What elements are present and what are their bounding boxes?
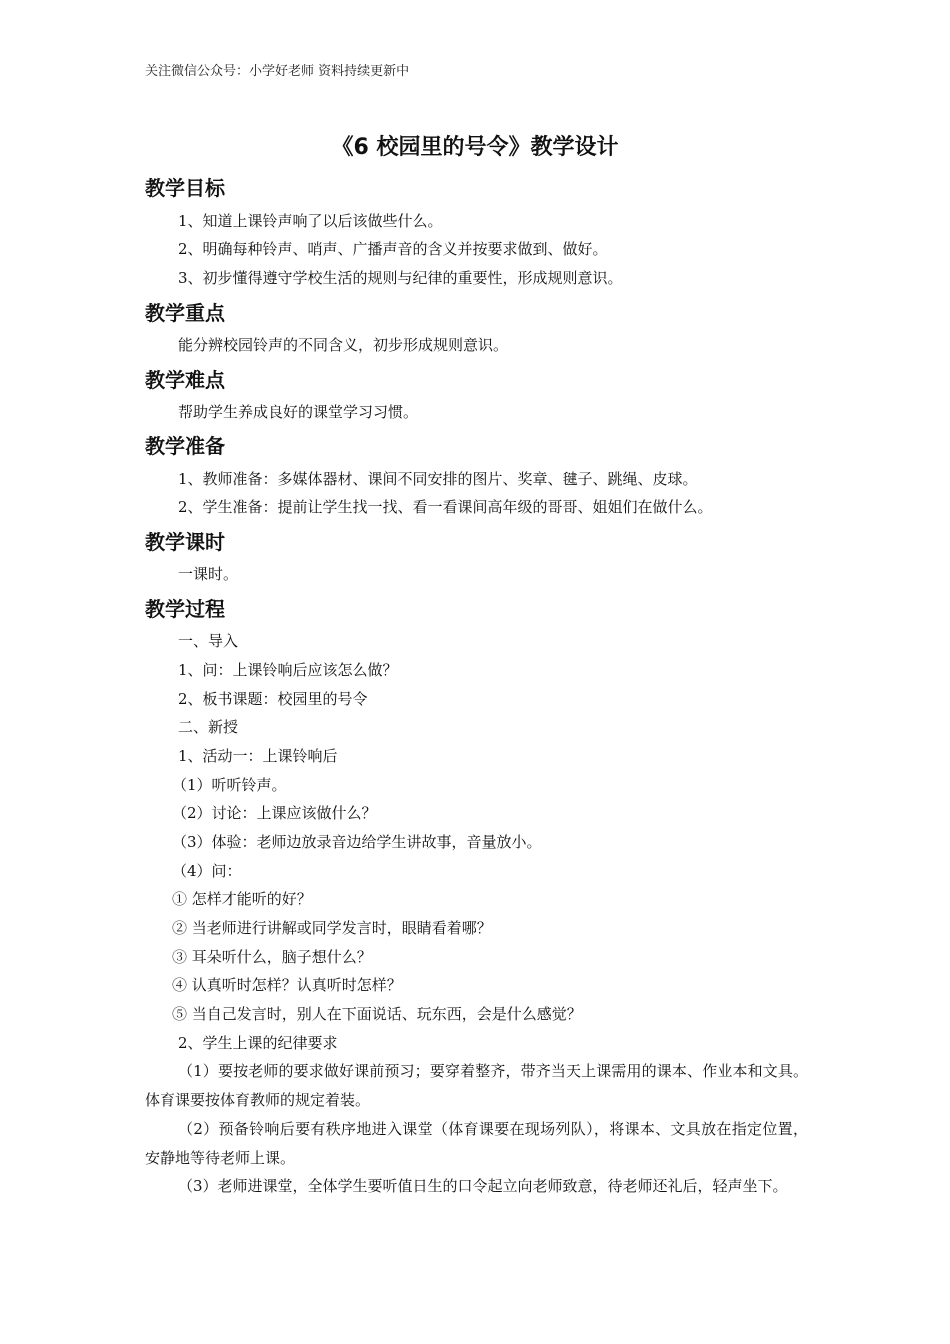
header-watermark: 关注微信公众号：小学好老师 资料持续更新中 [145, 64, 410, 79]
heading-key-points: 教学重点 [145, 301, 225, 325]
goal-item: 3、初步懂得遵守学校生活的规则与纪律的重要性，形成规则意识。 [178, 269, 623, 287]
preparation-item: 2、学生准备：提前让学生找一找、看一看课间高年级的哥哥、姐姐们在做什么。 [178, 498, 713, 516]
process-paragraph: （3）老师进课堂，全体学生要听值日生的口令起立向老师致意，待老师还礼后，轻声坐下。 [178, 1177, 788, 1195]
process-line: ④ 认真听时怎样？认真听时怎样？ [172, 976, 402, 994]
heading-difficulties: 教学难点 [145, 368, 225, 392]
goal-item: 2、明确每种铃声、哨声、广播声音的含义并按要求做到、做好。 [178, 240, 608, 258]
key-points-text: 能分辨校园铃声的不同含义，初步形成规则意识。 [178, 336, 509, 354]
process-line: 2、学生上课的纪律要求 [178, 1034, 338, 1052]
process-line: ② 当老师进行讲解或同学发言时，眼睛看着哪？ [172, 919, 492, 937]
difficulties-text: 帮助学生养成良好的课堂学习习惯。 [178, 403, 419, 421]
process-line: ⑤ 当自己发言时，别人在下面说话、玩东西，会是什么感觉？ [172, 1005, 582, 1023]
process-line: 2、板书课题：校园里的号令 [178, 690, 368, 708]
process-line: 一、导入 [178, 632, 239, 650]
duration-text: 一课时。 [178, 565, 239, 583]
process-line: 二、新授 [178, 718, 239, 736]
process-line: （2）讨论：上课应该做什么？ [172, 804, 377, 822]
heading-goals: 教学目标 [145, 176, 225, 200]
document-title: 《6 校园里的号令》教学设计 [331, 135, 619, 160]
process-line: （3）体验：老师边放录音边给学生讲故事，音量放小。 [172, 833, 542, 851]
process-line: （1）听听铃声。 [172, 776, 287, 794]
preparation-item: 1、教师准备：多媒体器材、课间不同安排的图片、奖章、毽子、跳绳、皮球。 [178, 470, 698, 488]
process-paragraph: （2）预备铃响后要有秩序地进入课堂（体育课要在现场列队），将课本、文具放在指定位置，安静地等待老师上课。 [145, 1120, 808, 1167]
process-paragraph: （1）要按老师的要求做好课前预习；要穿着整齐，带齐当天上课需用的课本、作业本和文具。体育课要按体育教师的规定着装。 [145, 1062, 808, 1109]
process-line: （4）问： [172, 862, 242, 880]
process-line: ① 怎样才能听的好？ [172, 890, 312, 908]
heading-process: 教学过程 [145, 597, 225, 621]
heading-duration: 教学课时 [145, 530, 225, 554]
goal-item: 1、知道上课铃声响了以后该做些什么。 [178, 212, 443, 230]
heading-preparation: 教学准备 [145, 434, 225, 458]
process-line: ③ 耳朵听什么，脑子想什么？ [172, 948, 372, 966]
process-line: 1、活动一：上课铃响后 [178, 747, 338, 765]
process-line: 1、问：上课铃响后应该怎么做？ [178, 661, 398, 679]
